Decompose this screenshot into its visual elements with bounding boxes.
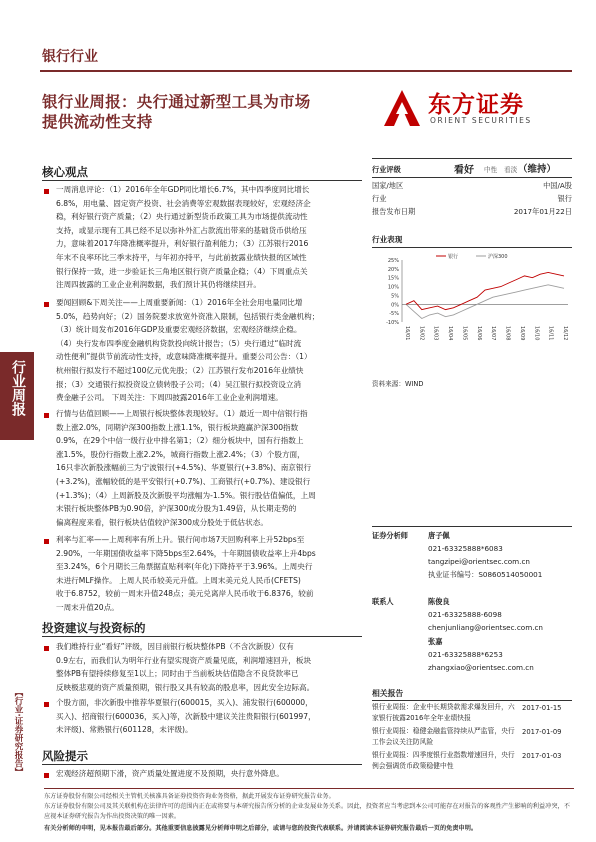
risk-text: 宏观经济超预期下滑，资产质量处置进度不及预期，央行意外降息。 bbox=[56, 769, 284, 778]
contact-name: 陈俊良 bbox=[428, 597, 450, 606]
x-tick-label: 16/01 bbox=[404, 326, 410, 341]
contact-phone: 021-63325888-6098 bbox=[428, 610, 502, 619]
chart-lines bbox=[406, 272, 564, 318]
core-view-rule bbox=[42, 180, 362, 181]
rating-value: 看好 bbox=[454, 165, 474, 176]
bullet bbox=[44, 646, 49, 651]
legend-label: 沪深300 bbox=[488, 254, 508, 260]
text-line: 利率与汇率——上周利率有所上升。银行间市场7天回购利率上升52bps至 bbox=[56, 535, 305, 544]
news-comment-paragraph bbox=[56, 183, 362, 292]
y-tick-label: 10% bbox=[387, 284, 399, 291]
text-line: 行情与估值回顾——上周银行板块整体表现较好。（1）最近一周中信银行指 bbox=[56, 409, 308, 418]
text-line: 稳，利好银行资产质量；（2）央行通过新型货币政策工具为市场提供流动性 bbox=[56, 212, 308, 222]
analyst-phone: 021-63325888*6083 bbox=[428, 544, 503, 553]
contact-label: 联系人 bbox=[372, 597, 394, 606]
report-title-line1: 银行业周报：央行通过新型工具为市场 bbox=[42, 93, 311, 111]
invest-rule bbox=[42, 636, 362, 637]
x-tick-label: 16/02 bbox=[418, 326, 425, 341]
text-line: （4）央行发布四季度金融机构贷款投向统计报告；（5）央行通过“临时流 bbox=[56, 338, 302, 348]
text-line: 动性便利”提供节前流动性支持，或意味降准概率提升。重要公司公告：（1） bbox=[56, 352, 312, 362]
text-line: 支持，或显示现有工具已经不足以弥补外汇占款流出带来的基础货币供给压 bbox=[56, 225, 307, 235]
rating-val: 2017年01月22日 bbox=[513, 207, 572, 216]
x-tick-label: 16/07 bbox=[490, 326, 497, 341]
text-line: 偏离程度来看，银行板块估值较沪深300成分股处于低估状态。 bbox=[56, 517, 268, 527]
rating-key: 国家/地区 bbox=[372, 181, 404, 190]
related-rule bbox=[372, 700, 572, 701]
brand-logo bbox=[380, 84, 560, 132]
rating-rule bbox=[372, 177, 572, 178]
analyst-email: tangzipei@orientsec.com.cn bbox=[428, 557, 530, 566]
text-line: 个股方面，非次新股中推荐华夏银行(600015，买入)、浦发银行(600000， bbox=[56, 698, 313, 707]
x-tick-label: 16/06 bbox=[475, 326, 482, 341]
rating-keep: （维持） bbox=[518, 164, 557, 175]
y-tick-label: -10% bbox=[386, 320, 399, 326]
chart-axes bbox=[386, 258, 568, 340]
sidebar-sub-label: 【行业·证券研究报告】 bbox=[13, 688, 23, 777]
text-line: 要闻回顾&下周关注——上周重要新闻：（1）2016年全社会用电量同比增 bbox=[56, 298, 303, 307]
text-line: (+3.2%)，涨幅较低的是平安银行(+0.7%)、工商银行(+0.7%)、建设银行 bbox=[56, 476, 311, 486]
risk-heading: 风险提示 bbox=[42, 749, 88, 763]
x-tick-label: 16/04 bbox=[447, 326, 454, 341]
related-heading: 相关报告 bbox=[372, 689, 404, 698]
text-line: 16只非次新股涨幅前三为宁波银行(+4.5%)、华夏银行(+3.8%)、南京银行 bbox=[56, 463, 312, 473]
y-tick-label: 0% bbox=[391, 302, 399, 309]
market-review-paragraph bbox=[56, 407, 362, 529]
analyst-rule bbox=[372, 526, 572, 527]
related-title[interactable]: 银行业周报：四季度银行业指数增速回升，央行例会强调货币政策稳健中性 bbox=[372, 751, 515, 770]
text-line: （3）统计局发布2016年GDP及重要宏观经济数据，宏观经济继续企稳。 bbox=[56, 325, 302, 335]
text-line: 0.9%，在29个中信一级行业中排名第1；（2）细分板块中，国有行指数上 bbox=[56, 436, 304, 446]
brand-mark-icon bbox=[380, 88, 424, 128]
analyst-license: 执业证书编号：S0860514050001 bbox=[428, 570, 543, 579]
x-tick-label: 16/12 bbox=[562, 326, 568, 341]
contact-name: 张嘉 bbox=[428, 637, 443, 646]
text-line: 我们维持行业“看好”评级，因目前银行板块整体PB（不含次新股）仅有 bbox=[56, 642, 294, 651]
report-title-line2: 提供流动性支持 bbox=[42, 113, 153, 131]
invest-heading: 投资建议与投资标的 bbox=[42, 621, 146, 635]
rating-val: 银行 bbox=[557, 194, 572, 203]
rates-fx-paragraph bbox=[56, 533, 362, 615]
text-line: 反映极悲观的资产质量预期，银行股又具有较高的股息率，因此安全边际高。 bbox=[56, 682, 315, 692]
y-tick-label: 25% bbox=[387, 258, 399, 264]
x-tick-label: 16/05 bbox=[461, 326, 468, 341]
contact-email: zhangxiao@orientsec.com.cn bbox=[428, 663, 534, 672]
rating-option-bearish: 看淡 bbox=[504, 166, 518, 174]
analyst-label: 证券分析师 bbox=[372, 531, 408, 540]
text-line: (+1.3%)；（4）上周新股及次新股平均涨幅为-1.5%。银行股估值偏低，上周 bbox=[56, 490, 316, 500]
bullet bbox=[44, 702, 49, 707]
related-date: 2017-01-03 bbox=[522, 752, 562, 760]
related-title[interactable]: 银行业周报：企业中长期贷款需求爆发回升，六家银行披露2016年全年业绩快报 bbox=[372, 703, 515, 722]
related-date: 2017-01-09 bbox=[522, 728, 562, 736]
text-line: 5.0%，趋势向好；（2）国务院要求放宽外资准入限制，包括银行类金融机构； bbox=[56, 311, 320, 321]
footer-line-2: 东方证券股份有限公司及其关联机构在法律许可的范围内正在或将要与本研究报告所分析的企业发展业务关系。因此，投资者应当考虑到本公司可能存在对报告的客观性产生影响的利益冲突，不应视本证券研究报告为作出投资决策的唯一因素。 bbox=[44, 803, 570, 820]
related-date: 2017-01-15 bbox=[522, 704, 562, 712]
text-line: 一周末升值20点。 bbox=[56, 602, 119, 612]
text-line: 未进行MLF操作。 上周人民币较美元升值。上周末美元兑人民币(CFETS) bbox=[56, 575, 301, 585]
text-line: 2.90%，一年期国债收益率下降5bps至2.64%，十年期国债收益率上升4bps bbox=[56, 548, 316, 558]
text-line: 未评级)、常熟银行(601128，未评级)。 bbox=[56, 725, 193, 735]
bullet bbox=[44, 413, 49, 418]
text-line: 一周消息评论：（1）2016年全年GDP同比增长6.7%，其中四季度同比增长 bbox=[56, 185, 310, 194]
text-line: 杭州银行拟发行不超过100亿元优先股；（2）江苏银行发布2016年业绩快 bbox=[56, 365, 304, 375]
chart-title: 行业表现 bbox=[372, 235, 403, 244]
text-line: 注周四披露的工业企业利润数据，我们预计其仍将继续回升。 bbox=[56, 280, 262, 290]
rating-label: 行业评级 bbox=[372, 165, 401, 174]
legend-label: 银行 bbox=[448, 254, 459, 260]
text-line: 收于6.8752，较前一周末升值248点；美元兑离岸人民币收于6.8376，较前 bbox=[56, 589, 314, 599]
x-tick-label: 16/03 bbox=[432, 326, 439, 341]
invest-paragraph-1 bbox=[56, 640, 362, 694]
risk-rule bbox=[42, 764, 362, 765]
text-line: 年末不良率环比三季末持平，与年初亦持平，与此前披露业绩快报的区域性 bbox=[56, 252, 307, 262]
text-line: 6.8%，用电量、固定资产投资、社会消费等宏观数据表现较好，宏观经济企 bbox=[56, 198, 311, 208]
text-line: 末银行板块整体PB为0.90倍，沪深300成分股为1.49倍，从长期走势的 bbox=[56, 504, 297, 514]
sector-title: 银行行业 bbox=[42, 49, 98, 65]
text-line: 涨1.5%，股份行指数上涨2.2%，城商行指数上涨2.4%；（3）个股方面， bbox=[56, 449, 305, 459]
x-tick-label: 16/11 bbox=[547, 326, 554, 341]
x-tick-label: 16/10 bbox=[533, 326, 540, 341]
text-line: 费金融子公司。 下周关注：下周四披露2016年工业企业利润增速。 bbox=[56, 393, 283, 403]
footer-line-3: 有关分析师的申明，见本报告最后部分。其他重要信息披露见分析师申明之后部分，或请与您的投资代表联系。并请阅读本证券研究报告最后一页的免责申明。 bbox=[44, 825, 478, 832]
y-tick-label: 15% bbox=[387, 275, 399, 282]
text-line: 力，意味着2017年降准概率提升，利好银行盈利能力；（3）江苏银行2016 bbox=[56, 239, 309, 249]
header-rule bbox=[40, 70, 572, 72]
brand-english: ORIENT SECURITIES bbox=[430, 116, 532, 125]
text-line: 银行保持一致，进一步验证长三角地区银行资产质量企稳；（4）下周重点关 bbox=[56, 266, 308, 276]
text-line: 数上涨2.0%，同期沪深300指数上涨1.1%，银行板块跑赢沪深300指数 bbox=[56, 422, 299, 432]
chart-legend bbox=[436, 253, 508, 260]
bullet bbox=[44, 539, 49, 544]
core-view-heading: 核心观点 bbox=[42, 165, 88, 179]
rating-key: 报告发布日期 bbox=[372, 207, 416, 216]
text-line: 报；（3）交通银行拟投资设立债转股子公司；（4）吴江银行拟投资设立消 bbox=[56, 379, 302, 389]
y-tick-label: -5% bbox=[389, 311, 399, 318]
footer-line-1: 东方证券股份有限公司经相关主管机关核准具备证券投资咨询业务资格，据此开展发布证券研究报告业务。 bbox=[44, 793, 335, 800]
text-line: 0.9左右，而我们认为明年行业有望实现资产质量见底，利润增速回升，板块 bbox=[56, 655, 312, 665]
analyst-name: 唐子佩 bbox=[428, 531, 450, 540]
y-tick-label: 5% bbox=[391, 293, 399, 300]
rating-val: 中国/A股 bbox=[543, 181, 572, 190]
sidebar-label: 行业周报 bbox=[10, 360, 26, 416]
x-tick-label: 16/08 bbox=[504, 326, 511, 341]
rating-top-rule bbox=[372, 158, 572, 159]
invest-paragraph-2 bbox=[56, 696, 362, 737]
contact-phone: 021-63325888*6253 bbox=[428, 650, 503, 659]
contact-email: chenjunliang@orientsec.com.cn bbox=[428, 623, 543, 632]
y-tick-label: 20% bbox=[387, 266, 399, 273]
footer-rule bbox=[44, 788, 574, 789]
text-line: 买入)、招商银行(600036，买入)等，次新股中建议关注贵阳银行(601997， bbox=[56, 711, 316, 721]
bullet bbox=[44, 773, 49, 778]
industry-performance-chart bbox=[372, 252, 572, 362]
bullet bbox=[44, 302, 49, 307]
chart-source: 资料来源：WIND bbox=[372, 380, 424, 388]
brand-name: 东方证券 bbox=[428, 92, 524, 118]
text-line: 至3.24%，6个月期长三角票据直贴利率(年化)下降持平于3.96%。上周央行 bbox=[56, 562, 313, 572]
bullet bbox=[44, 189, 49, 194]
rating-key: 行业 bbox=[372, 194, 387, 203]
chart-title-rule bbox=[372, 247, 572, 248]
rating-option-neutral: 中性 bbox=[484, 166, 498, 174]
text-line: 整体PB有望持续修复至1以上；同时由于当前板块估值隐含不良贷款率已 bbox=[56, 669, 299, 679]
news-review-paragraph bbox=[56, 296, 362, 405]
x-tick-label: 16/09 bbox=[518, 326, 525, 341]
related-title[interactable]: 银行业周报：稳健金融监管持续从严监管，央行工作会议关注防风险 bbox=[372, 727, 515, 746]
